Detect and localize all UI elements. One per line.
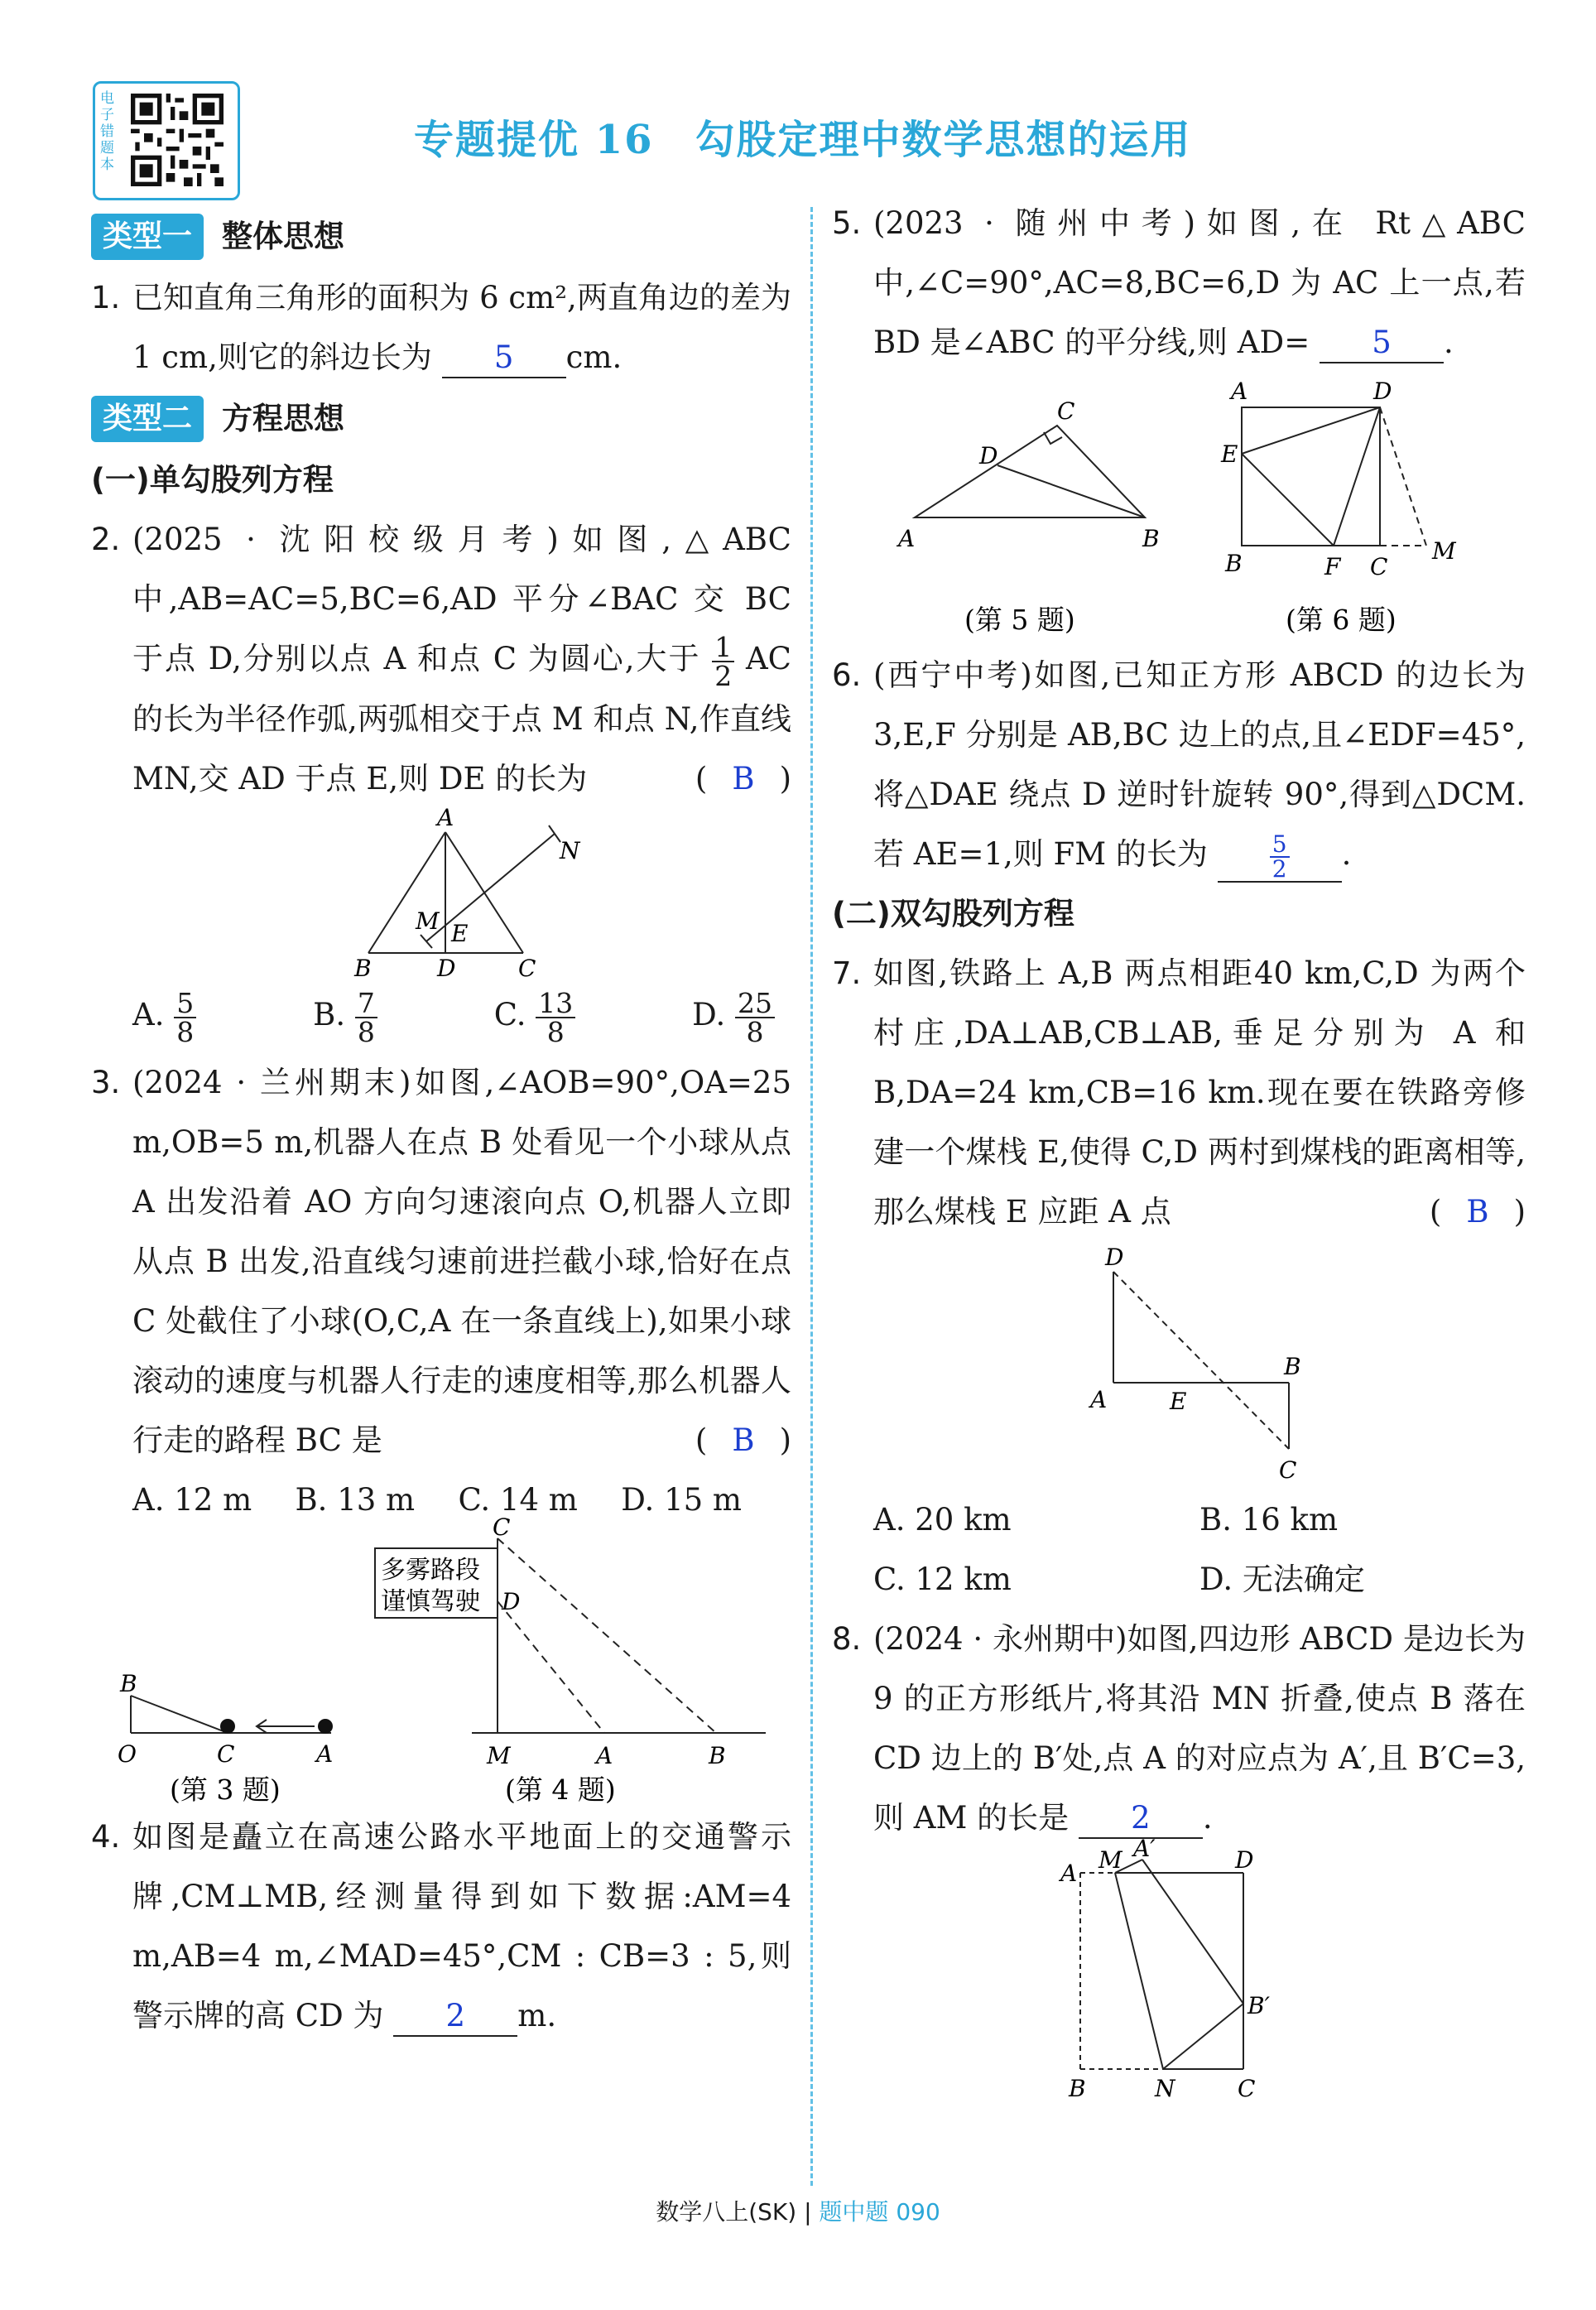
q2-options xyxy=(91,979,791,1053)
q5-number: 5. xyxy=(832,205,862,241)
type1-heading xyxy=(91,209,791,265)
svg-text:C: C xyxy=(1238,2075,1256,2102)
svg-text:A: A xyxy=(898,525,916,552)
svg-text:A: A xyxy=(316,1740,334,1768)
q3-option-c[interactable]: C. 14 m xyxy=(458,1481,578,1518)
page-title: 专题提优 16 勾股定理中数学思想的运用 xyxy=(414,117,1192,163)
svg-text:M: M xyxy=(416,907,440,935)
q4-answer: 2 xyxy=(393,1997,517,2037)
q4-text: 如图是矗立在高速公路水平地面上的交通警示牌,CM⊥MB,经测量得到如下数据:AM=4 m,AB=4 m,∠MAD=45°,CM : CB=3 : 5,则警示牌的高 CD 为 xyxy=(132,1818,791,2033)
q3-q4-figures xyxy=(91,1513,791,1807)
type2-heading xyxy=(91,391,791,447)
svg-text:D: D xyxy=(1235,1846,1254,1874)
svg-text:A: A xyxy=(596,1741,613,1769)
footer-book: 数学八上(SK) xyxy=(656,2198,797,2226)
q3-answer: B xyxy=(732,1422,755,1458)
q3-q4-diagrams xyxy=(91,1513,791,1807)
q6-diagram xyxy=(1242,407,1426,546)
q7-answer-paren: ( B ) xyxy=(1429,1194,1526,1230)
q5-q6-figures xyxy=(832,373,1526,646)
q3-option-d[interactable]: D. 15 m xyxy=(621,1481,742,1518)
svg-text:C: C xyxy=(217,1740,235,1768)
svg-text:C: C xyxy=(1279,1456,1297,1484)
q4-caption: (第 4 题) xyxy=(505,1773,616,1806)
section1-heading: (一)单勾股列方程 xyxy=(91,462,334,498)
svg-text:B: B xyxy=(1225,550,1243,577)
type1-tag: 类型一 xyxy=(91,214,204,260)
q5-diagram xyxy=(915,426,1145,517)
q1-text: 已知直角三角形的面积为 6 cm²,两直角边的差为 1 cm,则它的斜边长为 xyxy=(132,280,791,375)
q6-answer: $\frac{5}{2}$ xyxy=(1218,833,1342,883)
question-4 xyxy=(91,1807,791,2046)
q3-option-a[interactable]: A. 12 m xyxy=(132,1481,252,1518)
q7-text: 如图,铁路上 A,B 两点相距40 km,C,D 为两个村庄,DA⊥AB,CB⊥AB,垂足分别为 A 和 B,DA=24 km,CB=16 km.现在要在铁路旁修建一个煤栈 E,使得 C,D 两村到煤栈的距离相等,那么煤栈 E 应距 A 点 xyxy=(873,955,1526,1230)
svg-text:谨慎驾驶: 谨慎驾驶 xyxy=(381,1586,480,1616)
q2-diagram xyxy=(91,803,791,982)
svg-text:N: N xyxy=(1155,2075,1175,2102)
q5-q6-diagrams xyxy=(832,373,1526,646)
svg-text:B: B xyxy=(1284,1353,1301,1380)
q3-text: (2024 · 兰州期末)如图,∠AOB=90°,OA=25 m,OB=5 m,机器人在点 B 处看见一个小球从点 A 出发沿着 AO 方向匀速滚向点 O,机器人立即从点 B 出发,沿直线匀速前进拦截小球,恰好在点 C 处截住了小球(O,C,A 在一条直线上),如果小球滚动的速度与机器人行走的速度相等,那么机器人行走的路程 BC 是 xyxy=(132,1064,791,1458)
left-column xyxy=(91,205,791,2046)
q8-figure xyxy=(832,1835,1526,2113)
svg-text:B′: B′ xyxy=(1247,1992,1270,2019)
svg-text:D: D xyxy=(979,442,998,469)
svg-text:M: M xyxy=(487,1741,511,1769)
q3-options xyxy=(91,1470,791,1530)
column-divider xyxy=(810,207,813,2186)
q3-option-b[interactable]: B. 13 m xyxy=(295,1481,416,1518)
q2-text-b: AC 的长为半径作弧,两弧相交于点 M 和点 N,作直线 MN,交 AD 于点 E,则 DE 的长为 xyxy=(132,641,791,796)
q2-answer: B xyxy=(732,760,755,796)
q2-option-b[interactable]: B. $\frac{7}{8}$ xyxy=(313,985,377,1046)
svg-text:多雾路段: 多雾路段 xyxy=(381,1555,480,1585)
q6-number: 6. xyxy=(832,657,862,693)
svg-text:D: D xyxy=(1105,1244,1124,1271)
svg-text:D: D xyxy=(1373,378,1392,405)
svg-text:A: A xyxy=(437,803,454,831)
q3-answer-paren: ( B ) xyxy=(695,1422,791,1458)
q3-number: 3. xyxy=(91,1064,121,1100)
q2-text-a: (2025 · 沈阳校级月考)如图,△ABC 中,AB=AC=5,BC=6,AD 平分∠BAC 交 BC 于点 D,分别以点 A 和点 C 为圆心,大于 xyxy=(132,522,791,676)
svg-text:A: A xyxy=(1060,1860,1078,1887)
q5-text: (2023 · 随州中考)如图,在 Rt△ABC 中,∠C=90°,AC=8,BC=6,D 为 AC 上一点,若 BD 是∠ABC 的平分线,则 AD= xyxy=(873,205,1526,360)
q7-options xyxy=(832,1490,1526,1610)
q7-option-d[interactable]: D. 无法确定 xyxy=(1199,1562,1365,1597)
question-3 xyxy=(91,1053,791,1470)
question-8: 8. (2024 · 永州期中)如图,四边形 ABCD 是边长为 9 的正方形纸片,将其沿 MN 折叠,使点 B 落在 CD 边上的 B′处,点 A 的对应点为 A′,且 B′C=3,则 AM 的长是 2 . xyxy=(832,1610,1526,1848)
q5-caption: (第 5 题) xyxy=(964,604,1075,636)
svg-text:B: B xyxy=(1142,525,1160,552)
q4-number: 4. xyxy=(91,1818,121,1855)
svg-text:C: C xyxy=(493,1513,511,1541)
q7-diagram xyxy=(832,1242,1526,1490)
q1-unit: cm. xyxy=(565,339,623,375)
q1-number: 1. xyxy=(91,280,121,315)
svg-text:D: D xyxy=(437,954,456,982)
question-7 xyxy=(832,944,1526,1242)
q1-answer: 5 xyxy=(442,339,566,378)
svg-text:M: M xyxy=(1098,1846,1122,1874)
q7-option-c[interactable]: C. 12 km xyxy=(873,1562,1012,1597)
svg-text:B: B xyxy=(1069,2075,1086,2102)
svg-text:M: M xyxy=(1432,537,1456,565)
footer-series: 题中题 xyxy=(819,2198,889,2226)
type2-tag: 类型二 xyxy=(91,396,204,442)
q2-figure xyxy=(91,803,791,982)
svg-text:E: E xyxy=(1170,1388,1187,1415)
svg-text:O: O xyxy=(118,1740,137,1768)
q2-answer-paren: ( B ) xyxy=(695,760,791,796)
svg-text:E: E xyxy=(451,919,469,947)
q2-option-c[interactable]: C. $\frac{13}{8}$ xyxy=(494,985,576,1046)
svg-text:B: B xyxy=(354,954,372,982)
svg-text:C: C xyxy=(1057,397,1075,425)
svg-text:C: C xyxy=(1370,553,1388,580)
q8-text: (2024 · 永州期中)如图,四边形 ABCD 是边长为 9 的正方形纸片,将其沿 MN 折叠,使点 B 落在 CD 边上的 B′处,点 A 的对应点为 A′,且 B′C=3,则 AM 的长是 xyxy=(873,1621,1526,1836)
q4-unit: m. xyxy=(517,1997,557,2033)
q8-diagram xyxy=(832,1835,1526,2113)
type1-title: 整体思想 xyxy=(222,219,345,254)
footer-separator: | xyxy=(804,2198,812,2226)
svg-text:A: A xyxy=(1231,378,1248,405)
svg-text:C: C xyxy=(518,954,536,982)
qr-label: 电子错题本 xyxy=(100,90,114,173)
question-5: 5. (2023 · 随州中考)如图,在 Rt△ABC 中,∠C=90°,AC=8,BC=6,D 为 AC 上一点,若 BD 是∠ABC 的平分线,则 AD= 5 . xyxy=(832,194,1526,373)
svg-text:B: B xyxy=(709,1741,726,1769)
question-1 xyxy=(91,268,791,387)
qr-code-box[interactable] xyxy=(93,81,240,200)
q7-figure xyxy=(832,1242,1526,1490)
svg-text:B: B xyxy=(120,1669,137,1697)
q2-number: 2. xyxy=(91,522,121,557)
svg-text:A: A xyxy=(1090,1386,1108,1413)
section2-heading: (二)双勾股列方程 xyxy=(832,896,1074,931)
type2-title: 方程思想 xyxy=(222,401,345,436)
svg-text:E: E xyxy=(1221,440,1238,468)
q8-answer: 2 xyxy=(1079,1799,1203,1839)
q7-number: 7. xyxy=(832,955,862,991)
q2-fraction: $\frac{1}{2}$ xyxy=(712,633,734,690)
q3-caption: (第 3 题) xyxy=(170,1773,281,1806)
q7-answer: B xyxy=(1466,1194,1489,1230)
q7-option-b[interactable]: B. 16 km xyxy=(1199,1502,1339,1538)
question-2 xyxy=(91,510,791,809)
right-column xyxy=(832,194,1526,2113)
q5-answer: 5 xyxy=(1320,324,1444,363)
q8-number: 8. xyxy=(832,1621,862,1657)
q6-caption: (第 6 题) xyxy=(1286,604,1396,636)
svg-text:D: D xyxy=(502,1587,521,1615)
qr-code-icon xyxy=(128,94,226,186)
q2-option-d[interactable]: D. $\frac{25}{8}$ xyxy=(692,985,775,1046)
q6-text: (西宁中考)如图,已知正方形 ABCD 的边长为 3,E,F 分别是 AB,BC 边上的点,且∠EDF=45°,将△DAE 绕点 D 逆时针旋转 90°,得到△DCM.若 AE=1,则 FM 的长为 xyxy=(873,657,1526,872)
svg-text:N: N xyxy=(560,836,580,864)
q7-option-a[interactable]: A. 20 km xyxy=(873,1502,1012,1538)
svg-text:F: F xyxy=(1324,553,1341,580)
footer-page-number: 090 xyxy=(896,2198,940,2226)
q2-option-a[interactable]: A. $\frac{5}{8}$ xyxy=(132,985,196,1046)
svg-text:A′: A′ xyxy=(1133,1835,1156,1862)
question-6: 6. (西宁中考)如图,已知正方形 ABCD 的边长为 3,E,F 分别是 AB,BC 边上的点,且∠EDF=45°,将△DAE 绕点 D 逆时针旋转 90°,得到△DCM.若 AE=1,则 FM 的长为 $\frac{5}{2}$ . xyxy=(832,646,1526,884)
page-footer xyxy=(0,2194,1596,2227)
